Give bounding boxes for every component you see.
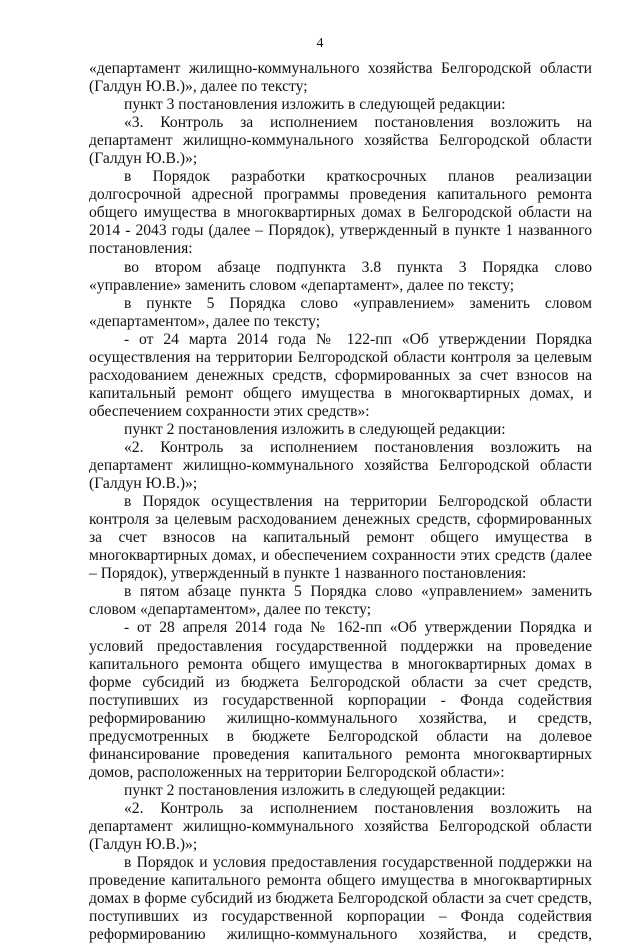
paragraph: «2. Контроль за исполнением постановления возложить на департамент жилищно-коммунального хозяйства Белгородской области (Галдун Ю.В.)»;: [89, 438, 592, 493]
paragraph: в Порядок и условия предоставления государственной поддержки на проведение капитального ремонта общего имущества в многоквартирных домах в форме субсидий из бюджета Белгородской области за счет средств, поступивших из государственной корпорации – Фонда содействия реформированию жилищно-коммунального хозяйства, и средств,: [89, 854, 592, 944]
document-body: [89, 60, 592, 944]
paragraph: «3. Контроль за исполнением постановления возложить на департамент жилищно-коммунального хозяйства Белгородской области (Галдун Ю.В.)»;: [89, 114, 592, 168]
paragraph: «департамент жилищно-коммунального хозяйства Белгородской области (Галдун Ю.В.)», далее по тексту;: [89, 60, 592, 96]
paragraph: в Порядок разработки краткосрочных планов реализации долгосрочной адресной программы проведения капитального ремонта общего имущества в многоквартирных домах в Белгородской области на 2014 - 2043 годы (далее – Порядок), утвержденный в пункте 1 названного постановления:: [89, 168, 592, 258]
paragraph: в Порядок осуществления на территории Белгородской области контроля за целевым расходованием денежных средств, сформированных за счет взносов на капитальный ремонт общего имущества в многоквартирных домах, и обеспечением сохранности этих средств (далее – Порядок), утвержденный в пункте 1 названного постановления:: [89, 493, 592, 583]
paragraph: - от 28 апреля 2014 года № 162-пп «Об утверждении Порядка и условий предоставления государственной поддержки на проведение капитального ремонта общего имущества в многоквартирных домах в форме субсидий из бюджета Белгородской области за счет средств, поступивших из государственной корпорации - Фонда содействия реформированию жилищно-коммунального хозяйства, и средств, предусмотренных в бюджете Белгородской области на долевое финансирование проведения капитального ремонта многоквартирных домов, расположенных на территории Белгородской области»:: [89, 619, 592, 781]
paragraph: в пункте 5 Порядка слово «управлением» заменить словом «департаментом», далее по тексту;: [89, 294, 592, 330]
paragraph: «2. Контроль за исполнением постановления возложить на департамент жилищно-коммунального хозяйства Белгородской области (Галдун Ю.В.)»;: [89, 799, 592, 854]
paragraph: - от 24 марта 2014 года № 122-пп «Об утверждении Порядка осуществления на территории Белгородской области контроля за целевым расходованием денежных средств, сформированных за счет взносов на капитальный ремонт общего имущества в многоквартирных домах, и обеспечением сохранности этих средств»:: [89, 330, 592, 420]
paragraph: пункт 2 постановления изложить в следующей редакции:: [124, 781, 506, 799]
paragraph: пункт 3 постановления изложить в следующей редакции:: [124, 96, 506, 114]
paragraph: во втором абзаце подпункта 3.8 пункта 3 Порядка слово «управление» заменить словом «департамент», далее по тексту;: [89, 258, 592, 294]
paragraph: пункт 2 постановления изложить в следующей редакции:: [124, 420, 506, 438]
paragraph: в пятом абзаце пункта 5 Порядка слово «управлением» заменить словом «департаментом», далее по тексту;: [89, 583, 592, 619]
page-number: 4: [316, 36, 324, 51]
